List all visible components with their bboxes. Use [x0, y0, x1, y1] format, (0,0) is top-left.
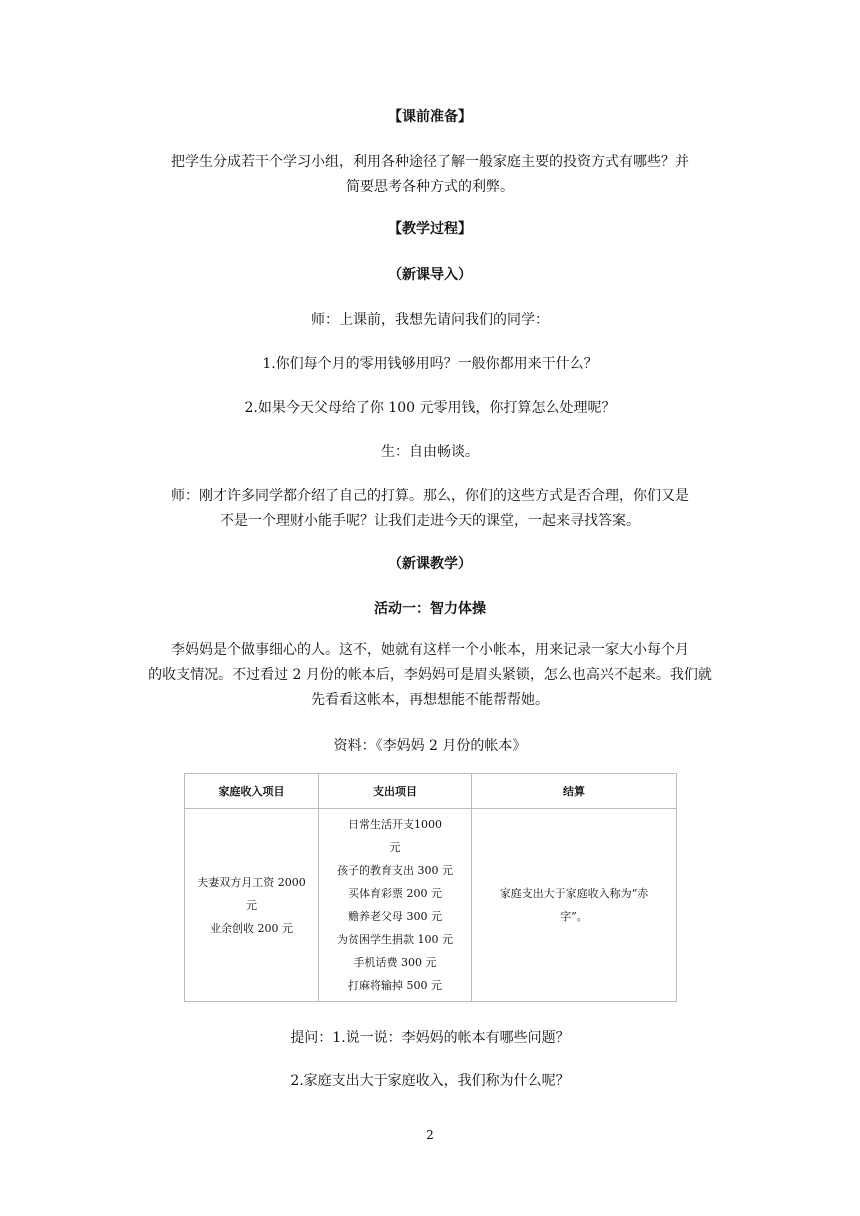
expense-item: 为贫困学生捐款 100 元: [337, 933, 453, 946]
expense-item: 日常生活开支1000: [348, 818, 442, 831]
header-expenses: 支出项目: [319, 774, 472, 809]
activity-heading: 活动一：智力体操: [374, 601, 486, 617]
teacher-paragraph: [130, 484, 730, 534]
question-prompt-2: 2.家庭支出大于家庭收入，我们称为什么呢？: [290, 1073, 570, 1089]
settlement-line: 家庭支出大于家庭收入称为“赤: [499, 887, 649, 900]
page-number: 2: [426, 1128, 434, 1142]
story-line-3: 先看看这帐本，再想想能不能帮帮她。: [311, 692, 549, 708]
pre-class-line-1: 把学生分成若干个学习小组，利用各种途径了解一般家庭主要的投资方式有哪些？并: [171, 154, 689, 170]
story-line-1: 李妈妈是个做事细心的人。这不，她就有这样一个小帐本，用来记录一家大小每个月: [171, 642, 689, 658]
income-cell: [185, 809, 319, 1002]
expense-item: 赡养老父母 300 元: [348, 910, 442, 923]
student-response: 生：自由畅谈。: [381, 444, 479, 460]
income-item: 业余创收 200 元: [210, 921, 293, 935]
teacher-line-1: 师：刚才许多同学都介绍了自己的打算。那么，你们的这些方式是否合理，你们又是: [171, 488, 689, 504]
settlement-cell: [472, 809, 677, 1002]
header-income: 家庭收入项目: [185, 774, 319, 809]
new-lesson-heading: （新课教学）: [388, 556, 472, 572]
expense-item: 买体育彩票 200 元: [348, 887, 442, 900]
header-settlement: 结算: [472, 774, 677, 809]
income-item: 元: [246, 898, 257, 912]
pre-class-line-2: 简要思考各种方式的利弊。: [346, 179, 514, 195]
expense-item: 孩子的教育支出 300 元: [337, 864, 453, 877]
table-row: [185, 809, 677, 1002]
pre-class-paragraph: [130, 150, 730, 200]
pre-class-heading: 【课前准备】: [388, 109, 472, 125]
expense-item: 元: [389, 841, 401, 854]
question-1: 1.你们每个月的零用钱够用吗？一般你都用来干什么？: [262, 356, 598, 372]
intro-heading: （新课导入）: [388, 267, 472, 283]
expense-item: 手机话费 300 元: [353, 956, 437, 969]
story-paragraph: [130, 638, 730, 713]
teacher-line-2: 不是一个理财小能手呢？让我们走进今天的课堂，一起来寻找答案。: [220, 513, 640, 529]
question-prompt-1: 提问：1.说一说：李妈妈的帐本有哪些问题？: [290, 1030, 570, 1046]
expense-item: 打麻将输掉 500 元: [348, 979, 442, 992]
settlement-line: 字”。: [560, 910, 588, 923]
question-2: 2.如果今天父母给了你 100 元零用钱，你打算怎么处理呢？: [244, 400, 616, 416]
process-heading: 【教学过程】: [388, 221, 472, 237]
table-header-row: [185, 774, 677, 809]
material-caption: 资料：《李妈妈 2 月份的帐本》: [333, 738, 527, 754]
teacher-question: 师：上课前，我想先请问我们的同学：: [311, 312, 549, 328]
income-item: 夫妻双方月工资 2000: [197, 875, 306, 889]
ledger-table: [184, 773, 677, 1002]
story-line-2: 的收支情况。不过看过 2 月份的帐本后，李妈妈可是眉头紧锁，怎么也高兴不起来。我们就: [148, 667, 712, 683]
expenses-cell: [319, 809, 472, 1002]
